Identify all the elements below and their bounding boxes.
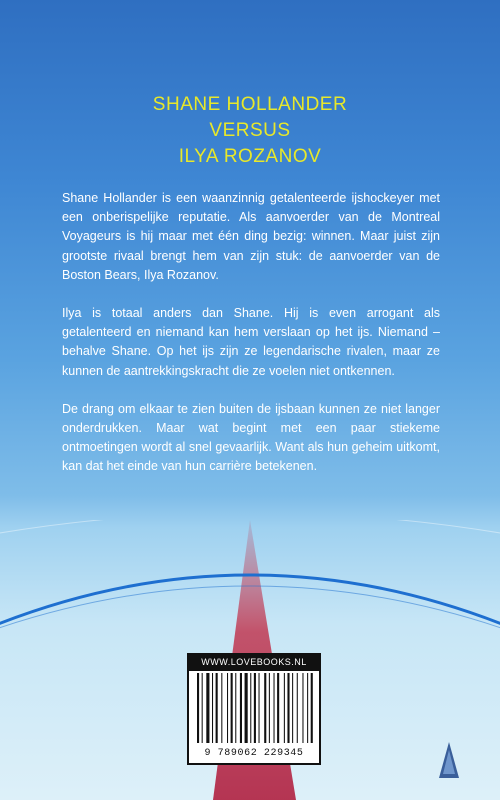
barcode-bar [269, 673, 270, 743]
book-title [0, 92, 500, 170]
barcode-bars [195, 673, 313, 743]
isbn-number: 9 789062 229345 [204, 748, 304, 759]
barcode-bar [274, 673, 275, 743]
barcode-bar [311, 673, 313, 743]
barcode-bar [259, 673, 260, 743]
title-line-3: ILYA ROZANOV [178, 146, 322, 167]
barcode-bar [284, 673, 285, 743]
barcode-bar [307, 673, 308, 743]
barcode-bar [240, 673, 242, 743]
barcode-bar [297, 673, 298, 743]
barcode-bar [277, 673, 279, 743]
barcode-bar [254, 673, 256, 743]
blurb-paragraph-2: Ilya is totaal anders dan Shane. Hij is even arrogant als getalenteerd en niemand kan hem verslaan op het ijs. Niemand – behalve Shane. Op het ijs zijn ze legendarische rivalen, maar ze kunnen de aantrekkingskracht die ze voelen niet ontkennen. [62, 306, 440, 378]
barcode-bar [202, 673, 203, 743]
barcode-bar [227, 673, 228, 743]
title-line-2: VERSUS [209, 120, 291, 141]
blurb-paragraph-1: Shane Hollander is een waanzinnig getalenteerde ijshockeyer met een onberispelijke reputatie. Als aanvoerder van de Montreal Voyageurs is hij maar met één ding bezig: winnen. Maar juist zijn grootste rivaal brengt hem van zijn stuk: de aanvoerder van de Boston Bears, Ilya Rozanov. [62, 191, 440, 282]
barcode-bar [287, 673, 289, 743]
barcode-bar [216, 673, 218, 743]
barcode-bar [264, 673, 266, 743]
barcode-bar [302, 673, 303, 743]
title-line-1: SHANE HOLLANDER [152, 94, 348, 115]
blurb-paragraph-3: De drang om elkaar te zien buiten de ijsbaan kunnen ze niet langer onderdrukken. Maar wat begint met een paar stiekeme ontmoetingen wordt al snel gevaarlijk. Want als hun geheim uitkomt, kan dat het einde van hun carrière betekenen. [62, 401, 440, 474]
barcode-bar [206, 673, 209, 743]
barcode-bar [197, 673, 199, 743]
barcode-bar [231, 673, 233, 743]
website-label: WWW.LOVEBOOKS.NL [187, 653, 321, 671]
publisher-logo-icon [437, 740, 461, 780]
barcode-bar [250, 673, 251, 743]
barcode-bar [212, 673, 213, 743]
blurb-text [62, 189, 440, 496]
barcode-bar [221, 673, 222, 743]
barcode [187, 653, 321, 765]
barcode-bar [235, 673, 236, 743]
barcode-bar [245, 673, 248, 743]
barcode-bar [292, 673, 293, 743]
